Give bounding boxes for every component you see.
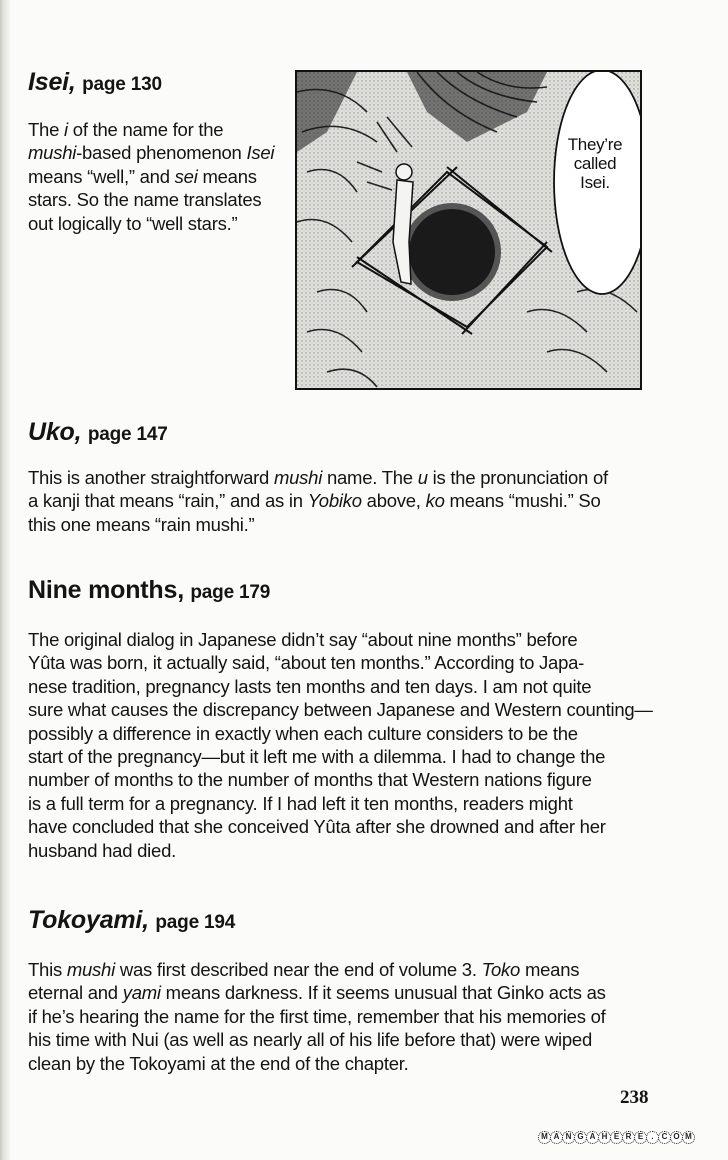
entry-term: Nine months, (28, 576, 184, 604)
entry-page-ref: page 147 (87, 424, 168, 445)
text-line (28, 768, 653, 791)
text-run: number of months to the number of months that Western nations figure (28, 769, 592, 791)
text-run: eternal and (28, 982, 123, 1004)
text-run: This is another straightforward (28, 467, 274, 488)
text-run: if he’s hearing the name for the first time, remember that his memories of (28, 1005, 606, 1027)
text-run: this one means “rain mushi.” (28, 513, 255, 535)
italic-term: mushi (28, 142, 77, 164)
watermark-letter: A (550, 1131, 563, 1144)
text-line (28, 141, 274, 164)
italic-term: Isei (246, 142, 275, 164)
entry-heading-isei (28, 68, 162, 97)
text-line (28, 212, 274, 235)
italic-term: u (417, 467, 428, 488)
text-run: Yûta was born, it actually said, “about ten months.” According to Japa- (28, 652, 585, 674)
site-watermark (538, 1131, 694, 1144)
italic-term: sei (174, 165, 198, 187)
entry-term: Uko, (28, 418, 82, 446)
watermark-letter: E (634, 1131, 647, 1144)
text-line (28, 165, 274, 188)
bubble-line: Isei. (580, 173, 610, 192)
italic-term: i (64, 119, 68, 140)
page-edge-shadow (0, 0, 10, 1160)
entry-page-ref: page 130 (82, 74, 162, 95)
text-run: above, (361, 490, 426, 512)
entry-heading-uko (28, 418, 168, 447)
text-run: a kanji that means “rain,” and as in (28, 490, 308, 512)
watermark-letter: O (670, 1131, 683, 1144)
text-line (28, 118, 274, 141)
text-run: means (197, 165, 257, 187)
text-run: was first described near the end of volume 3. (114, 959, 482, 980)
text-line (28, 792, 653, 815)
text-run: of the name for the (67, 119, 224, 140)
text-line (28, 815, 653, 838)
entry-heading-nine-months (28, 576, 270, 605)
text-run: clean by the Tokoyami at the end of the chapter. (28, 1052, 409, 1074)
text-run: This (28, 959, 67, 980)
text-run: possibly a difference in exactly when each culture considers to be the (28, 722, 578, 744)
text-run: -based phenomenon (76, 142, 247, 164)
bubble-line: They’re (567, 135, 623, 154)
text-line (28, 466, 608, 489)
text-line (28, 188, 274, 211)
text-run: nese tradition, pregnancy lasts ten months and ten days. I am not quite (28, 675, 592, 697)
text-run: means darkness. If it seems unusual that Ginko acts as (160, 982, 606, 1004)
italic-term: mushi (273, 467, 323, 488)
watermark-letter: C (658, 1131, 671, 1144)
entry-page-ref: page 194 (155, 912, 236, 933)
text-line (28, 513, 608, 536)
text-run: husband had died. (28, 839, 176, 861)
well-opening (406, 206, 498, 298)
entry-body-uko (28, 466, 608, 536)
text-line (28, 722, 653, 745)
text-run: stars. So the name translates (28, 189, 262, 211)
text-line (28, 981, 606, 1004)
text-run: is the pronunciation of (427, 467, 608, 488)
italic-term: yami (122, 982, 161, 1004)
text-line (28, 698, 653, 721)
watermark-letter: G (574, 1131, 587, 1144)
italic-term: ko (425, 490, 445, 512)
manga-panel (295, 70, 642, 390)
watermark-letter: R (622, 1131, 635, 1144)
text-run: his time with Nui (as well as nearly all of his life before that) were wiped (28, 1029, 592, 1051)
text-run: The (28, 119, 65, 140)
text-run: sure what causes the discrepancy between Japanese and Western counting— (28, 699, 653, 721)
bubble-line: called (573, 154, 617, 173)
watermark-letter: A (586, 1131, 599, 1144)
watermark-letter: E (610, 1131, 623, 1144)
text-line (28, 958, 606, 981)
entry-page-ref: page 179 (190, 582, 271, 603)
text-run: The original dialog in Japanese didn’t say “about nine months” before (28, 629, 578, 650)
text-line (28, 1005, 606, 1028)
text-run: is a full term for a pregnancy. If I had left it ten months, readers might (28, 792, 573, 814)
speech-bubble-text (555, 135, 635, 192)
text-line (28, 1028, 606, 1051)
entry-body-tokoyami (28, 958, 606, 1075)
text-line (28, 628, 653, 651)
italic-term: mushi (66, 959, 115, 980)
text-run: means “well,” and (28, 165, 175, 187)
watermark-letter: . (646, 1131, 659, 1144)
text-run: have concluded that she conceived Yûta after she drowned and after her (28, 816, 606, 838)
panel-illustration (297, 72, 642, 390)
watermark-letter: N (562, 1131, 575, 1144)
text-line (28, 489, 608, 512)
watermark-letter: M (538, 1131, 551, 1144)
text-line (28, 839, 653, 862)
text-run: out logically to “well stars.” (28, 212, 238, 234)
watermark-letter: M (682, 1131, 695, 1144)
text-run: name. The (322, 467, 418, 488)
text-run: means “mushi.” So (444, 490, 601, 512)
text-run: means (520, 959, 580, 980)
text-line (28, 675, 653, 698)
text-run: start of the pregnancy—but it left me with a dilemma. I had to change the (28, 746, 606, 768)
italic-term: Yobiko (307, 490, 362, 512)
entry-heading-tokoyami (28, 906, 235, 935)
entry-body-nine-months (28, 628, 653, 862)
entry-term: Tokoyami, (28, 906, 149, 934)
italic-term: Toko (481, 959, 521, 980)
page-number: 238 (620, 1087, 649, 1108)
watermark-letter: H (598, 1131, 611, 1144)
text-line (28, 651, 653, 674)
text-line (28, 1052, 606, 1075)
entry-term: Isei, (28, 68, 76, 96)
entry-body-isei (28, 118, 274, 235)
text-line (28, 745, 653, 768)
